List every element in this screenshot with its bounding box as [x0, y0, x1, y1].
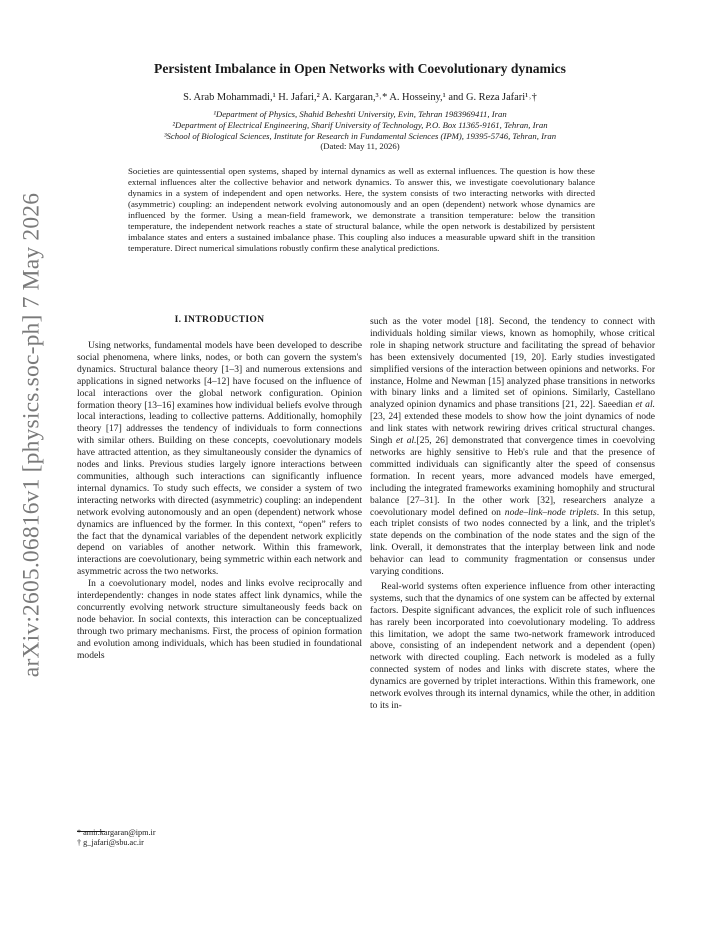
- intro-p3-text-c: [25, 26] demonstrated that convergence times in coevolving networks are highly sensitive to Heb's rule and that the presence of committed individuals can significantly alter the speed of consensus formation. In recent years, more advanced models have emerged, including the integrated frameworks examining homophily and structural balance [27–31]. In the other work [32], researchers analyze a coevolutionary model defined on: [370, 435, 655, 518]
- arxiv-identifier: arXiv:2605.06816v1 [physics.soc-ph] 7 May 2026: [18, 192, 45, 678]
- intro-p3-text-d: . In this setup, each triplet consists of two nodes connected by a link, and the triplet's state depends on the combination of the node states and the sign of the link. Overall, it demonstrates that the interplay between link and node behavior can lead to community fragmentation or consensus under varying conditions.: [370, 506, 655, 578]
- et-al-1: et al.: [635, 399, 655, 411]
- affiliation-2: ²Department of Electrical Engineering, Sharif University of Technology, P.O. Box 11365-9161, Tehran, Iran: [172, 119, 548, 130]
- intro-p3-text-a: such as the voter model [18]. Second, the tendency to connect with individuals holding similar views, known as homophily, whose critical role in shaping network structure and facilitating the spread of behavior has been extensively documented [19, 20]. Early studies investigated simplified versions of the interaction between opinions and networks. For instance, Holme and Newman [15] analyzed phase transitions in networks with binary links and a limited set of opinions. Similarly, Castellano analyzed opinion dynamics and phase transitions [21, 22]. Saeedian: [370, 316, 655, 411]
- intro-p3-text-b: [23, 24] extended these models to show how the joint dynamics of node and link states with network rewiring drives critical structural changes. Singh: [370, 411, 655, 447]
- affiliation-1: ¹Department of Physics, Shahid Beheshti University, Evin, Tehran 1983969411, Iran: [213, 109, 507, 119]
- arxiv-sidebar: [10, 192, 54, 678]
- node-link-triplets: node–link–node triplets: [504, 506, 597, 518]
- et-al-2: et al.: [396, 435, 417, 447]
- author-list: S. Arab Mohammadi,¹ H. Jafari,² A. Kargaran,³˒* A. Hosseiny,¹ and G. Reza Jafari¹˒†: [183, 92, 537, 103]
- affiliations: [0, 109, 720, 152]
- dated-line: (Dated: May 11, 2026): [320, 141, 400, 152]
- footnotes: [77, 828, 156, 849]
- affiliation-3: ³School of Biological Sciences, Institute for Research in Fundamental Sciences (IPM), 19395-5746, Tehran, Iran: [163, 130, 557, 141]
- section-heading: I. INTRODUCTION: [174, 314, 265, 325]
- intro-paragraph-4: Real-world systems often experience influence from other interacting systems, such that the dynamics of one system can be affected by external factors. Despite significant advances, the explicit role of such influences has rarely been incorporated into coevolutionary modeling. To address this limitation, we adopt the same two-network framework introduced above, consisting of an independent network and a dependent (open) network with directed coupling. Each network is modeled as a fully connected system of nodes and links with discrete states, where the dynamics are governed by triplet interactions. Within this framework, one network evolves through its internal dynamics, while the other, in addition to its in-: [370, 580, 655, 711]
- paper-title: Persistent Imbalance in Open Networks with Coevolutionary dynamics: [154, 61, 566, 76]
- intro-paragraph-1: Using networks, fundamental models have been developed to describe social phenomena, where links, nodes, or both can govern the system's dynamics. Structural balance theory [1–3] and numerous extensions and applications in signed networks [4–12] have focused on the influence of local interactions over the global network configuration. Opinion formation theory [13–16] examines how individual beliefs evolve through local interactions, leading to collective patterns. Additionally, homophily theory [17] addresses the tendency of individuals to form connections with similar others. Building on these concepts, coevolutionary models have attracted attention, as they simultaneously consider the dynamics of nodes and links. Previous studies largely ignore interactions between communities, although such interactions can significantly influence internal dynamics. To study such effects, we consider a system of two interacting networks with directed (asymmetric) coupling: an independent network evolving autonomously and an open (dependent) network whose dynamics are influenced by the former. In this context, “open” refers to the fact that the dynamical variables of the dependent network explicitly depend on variables of another network. Within this framework, interactions are coevolutionary, being symmetric within each network and asymmetric across the two networks.: [77, 340, 362, 578]
- right-column: [370, 316, 655, 712]
- intro-paragraph-2: In a coevolutionary model, nodes and links evolve reciprocally and interdependently: changes in node states affect link dynamics, while the concurrently evolving network structure simultaneously feeds back on node behavior. In social contexts, this interaction can be conceptualized through two primary mechanisms. First, the process of opinion formation and evolution among individuals, which has been studied in foundational models: [77, 578, 362, 661]
- footnote-email-2: † g_jafari@sbu.ac.ir: [77, 838, 144, 848]
- footnote-email-1: * amir.kargaran@ipm.ir: [77, 828, 156, 837]
- intro-paragraph-3: [370, 316, 655, 578]
- abstract: Societies are quintessential open systems, shaped by internal dynamics as well as external influences. The question is how these external influences alter the collective behavior and network dynamics. To answer this, we investigate coevolutionary balance dynamics in a system of independent and open networks. Here, the system consists of two interacting networks with directed (asymmetric) coupling: an independent network evolving autonomously and an open (dependent) network whose dynamics are influenced by the former. Using a mean-field framework, we demonstrate a transition temperature: below the transition temperature, the independent network reaches a state of structural balance, while the open network is destabilized by persistent imbalance states and enters a sustained imbalance phase. This coupling also induces a measurable upward shift in the transition temperature. Direct numerical simulations robustly confirm these analytical predictions.: [128, 166, 595, 253]
